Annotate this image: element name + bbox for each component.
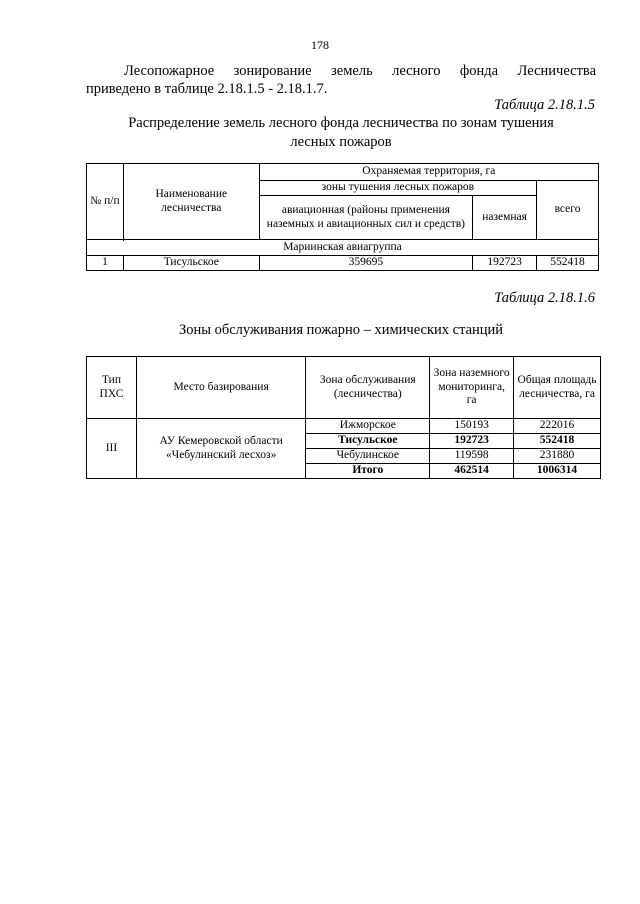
t2-cell-monitor: 192723	[430, 434, 514, 449]
intro-line-1: Лесопожарное зонирование земель лесного фонда Лесничества	[124, 63, 596, 79]
t2-cell-type: III	[87, 419, 137, 479]
t2-cell-area-total: 1006314	[514, 464, 601, 479]
t1-cell-aviation: 359695	[259, 256, 472, 271]
t2-cell-zone: Ижморское	[306, 419, 430, 434]
t1-cell-name: Тисульское	[123, 256, 259, 271]
table1	[86, 163, 599, 271]
t1-header-num: № п/п	[87, 164, 124, 240]
table1-caption: Таблица 2.18.1.5	[494, 97, 595, 113]
t2-cell-monitor: 119598	[430, 449, 514, 464]
t2-header-area: Общая площадь лесничества, га	[514, 357, 601, 419]
t2-cell-monitor-total: 462514	[430, 464, 514, 479]
t1-header-protected: Охраняемая территория, га	[259, 164, 598, 181]
t2-cell-area: 231880	[514, 449, 601, 464]
table1-title-line-1: Распределение земель лесного фонда лесничества по зонам тушения	[128, 115, 554, 131]
t2-cell-area: 222016	[514, 419, 601, 434]
t1-cell-ground: 192723	[473, 256, 537, 271]
t2-header-place: Место базирования	[136, 357, 306, 419]
table2	[86, 356, 601, 479]
t2-cell-monitor: 150193	[430, 419, 514, 434]
t2-header-monitor: Зона наземного мониторинга, га	[430, 357, 514, 419]
table1-title-line-2: лесных пожаров	[290, 134, 392, 150]
t2-header-zone: Зона обслуживания (лесничества)	[306, 357, 430, 419]
t2-header-type: Тип ПХС	[87, 357, 137, 419]
t2-cell-zone-total: Итого	[306, 464, 430, 479]
t1-header-aviation: авиационная (районы применения наземных и авиационных сил и средств)	[259, 196, 472, 240]
table2-title: Зоны обслуживания пожарно – химических станций	[178, 322, 504, 338]
t1-group-row: Мариинская авиагруппа	[87, 240, 599, 256]
t2-cell-place: АУ Кемеровской области «Чебулинский лесхоз»	[136, 419, 306, 479]
intro-paragraph	[86, 62, 596, 98]
table-row	[87, 256, 599, 271]
t1-header-name: Наименование лесничества	[123, 164, 259, 240]
t1-header-ground: наземная	[473, 196, 537, 240]
intro-line-2: приведено в таблице 2.18.1.5 - 2.18.1.7.	[86, 81, 328, 97]
t1-cell-num: 1	[87, 256, 124, 271]
t2-cell-zone: Чебулинское	[306, 449, 430, 464]
page-number: 178	[311, 38, 329, 52]
t1-header-zones: зоны тушения лесных пожаров	[259, 181, 536, 196]
t1-cell-total: 552418	[537, 256, 599, 271]
table1-title	[86, 114, 596, 152]
t2-cell-area: 552418	[514, 434, 601, 449]
table2-caption: Таблица 2.18.1.6	[494, 290, 595, 306]
table-row	[87, 419, 601, 434]
t1-header-total: всего	[537, 181, 599, 240]
t2-cell-zone: Тисульское	[306, 434, 430, 449]
